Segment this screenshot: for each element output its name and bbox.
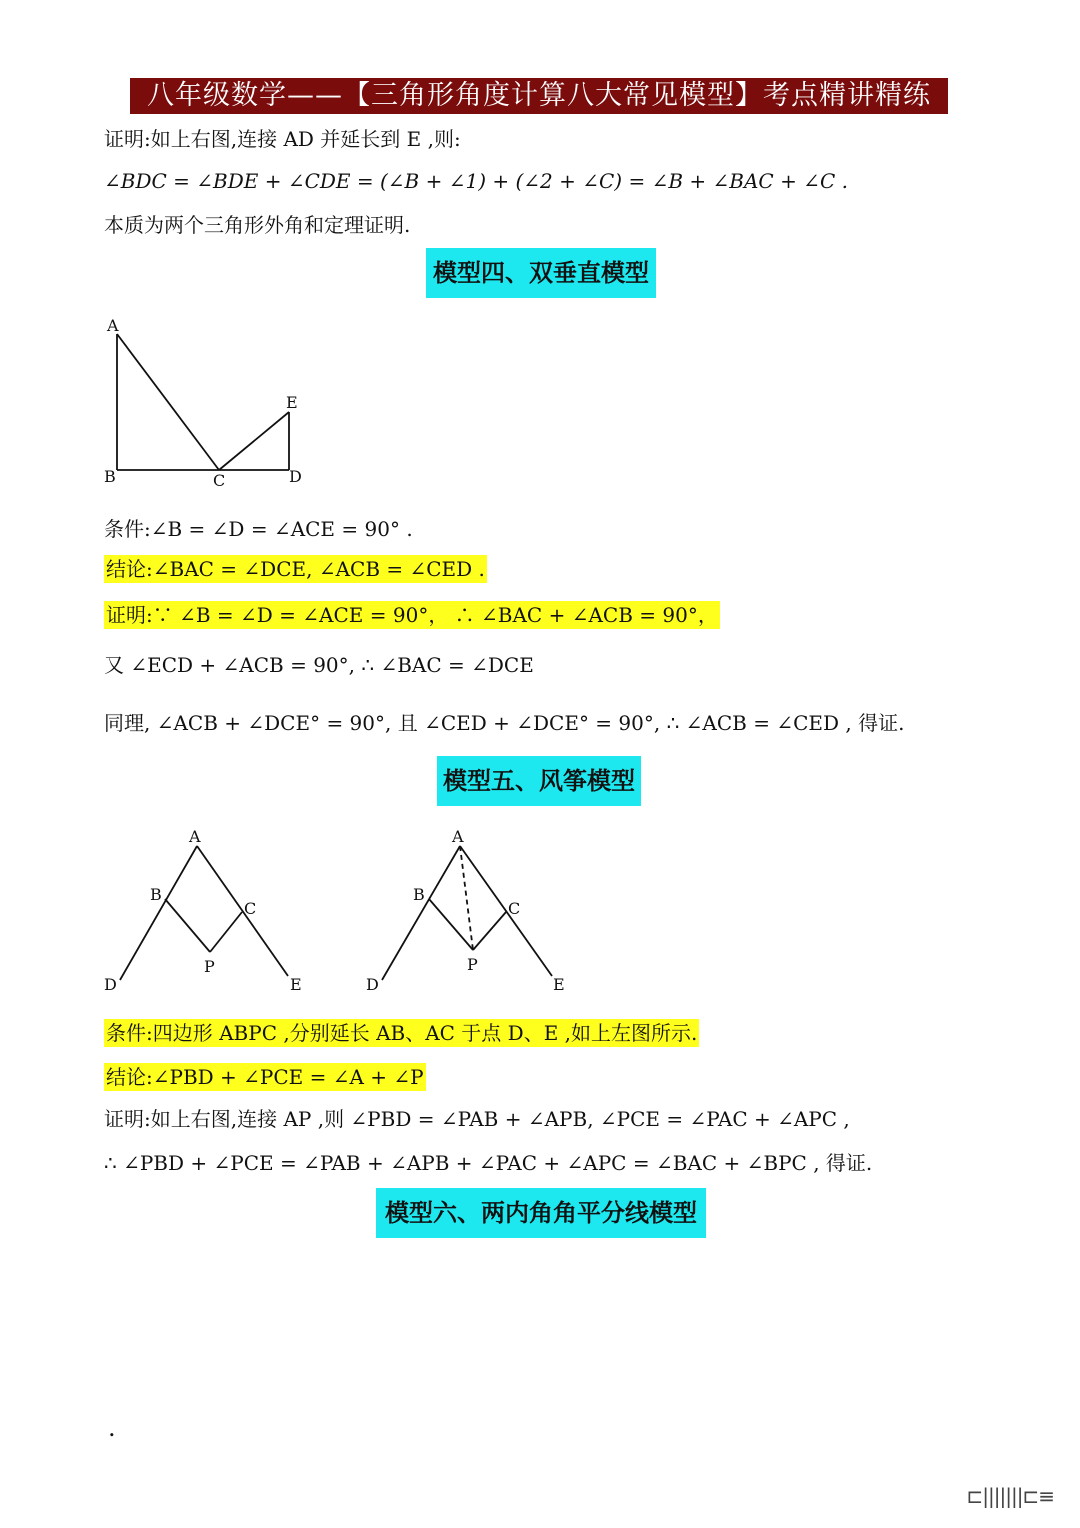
segment-bp — [165, 899, 210, 952]
model5-left-figure — [96, 820, 316, 1000]
label-c: C — [244, 899, 257, 918]
model5-condition: 条件:四边形 ABPC ,分别延长 AB、AC 于点 D、E ,如上左图所示. — [106, 1021, 698, 1045]
model4-heading: 模型四、双垂直模型 — [426, 248, 656, 298]
model5-right-figure — [362, 820, 582, 1000]
label-c: C — [213, 471, 226, 490]
label-a: A — [189, 827, 201, 846]
segment-ad — [120, 846, 197, 980]
label-e: E — [286, 393, 298, 412]
segment-pc — [210, 912, 242, 952]
segment-ce — [219, 412, 289, 470]
label-c: C — [508, 899, 521, 918]
label-d: D — [366, 975, 379, 994]
model5-heading: 模型五、风筝模型 — [437, 756, 641, 806]
model6-heading: 模型六、两内角角平分线模型 — [376, 1188, 706, 1238]
model4-condition: 条件:∠B = ∠D = ∠ACE = 90° . — [104, 517, 413, 541]
model4-figure — [96, 312, 316, 497]
model4-proof-line2: 又 ∠ECD + ∠ACB = 90°, ∴ ∠BAC = ∠DCE — [104, 653, 534, 677]
segment-pc — [473, 912, 506, 950]
label-d: D — [104, 975, 117, 994]
model5-conclusion: 结论:∠PBD + ∠PCE = ∠A + ∠P — [106, 1065, 424, 1089]
page-navigation-icon[interactable]: ⊏|||||||⊏≡ — [966, 1484, 1054, 1508]
model5-proof-line1: 证明:如上右图,连接 AP ,则 ∠PBD = ∠PAB + ∠APB, ∠PCE = ∠PAC + ∠APC , — [104, 1107, 850, 1131]
model4-proof-line1: 证明:∵ ∠B = ∠D = ∠ACE = 90°， ∴ ∠BAC + ∠ACB = 90°， — [106, 603, 718, 627]
label-a: A — [452, 827, 464, 846]
label-e: E — [553, 975, 565, 994]
label-p: P — [467, 955, 478, 974]
label-d: D — [289, 467, 302, 486]
label-b: B — [104, 467, 116, 486]
segment-bp — [429, 899, 473, 950]
model4-conclusion: 结论:∠BAC = ∠DCE, ∠ACB = ∠CED . — [106, 557, 485, 581]
proof-equation-line: ∠BDC = ∠BDE + ∠CDE = (∠B + ∠1) + (∠2 + ∠C) = ∠B + ∠BAC + ∠C . — [104, 169, 848, 193]
label-a: A — [107, 316, 119, 335]
segment-ad — [382, 846, 460, 980]
model5-proof-line2: ∴ ∠PBD + ∠PCE = ∠PAB + ∠APB + ∠PAC + ∠APC = ∠BAC + ∠BPC , 得证. — [104, 1151, 873, 1175]
segment-ac — [117, 334, 219, 470]
label-p: P — [204, 957, 215, 976]
title-banner: 八年级数学——【三角形角度计算八大常见模型】考点精讲精练 — [130, 78, 948, 114]
label-e: E — [290, 975, 302, 994]
label-b: B — [413, 885, 425, 904]
label-b: B — [150, 885, 162, 904]
proof-intro-line: 证明:如上右图,连接 AD 并延长到 E ,则: — [104, 127, 461, 151]
proof-summary-line: 本质为两个三角形外角和定理证明. — [104, 213, 411, 237]
bottom-dot: . — [108, 1414, 116, 1442]
model4-proof-line3: 同理, ∠ACB + ∠DCE° = 90°, 且 ∠CED + ∠DCE° = 90°, ∴ ∠ACB = ∠CED , 得证. — [104, 711, 905, 735]
